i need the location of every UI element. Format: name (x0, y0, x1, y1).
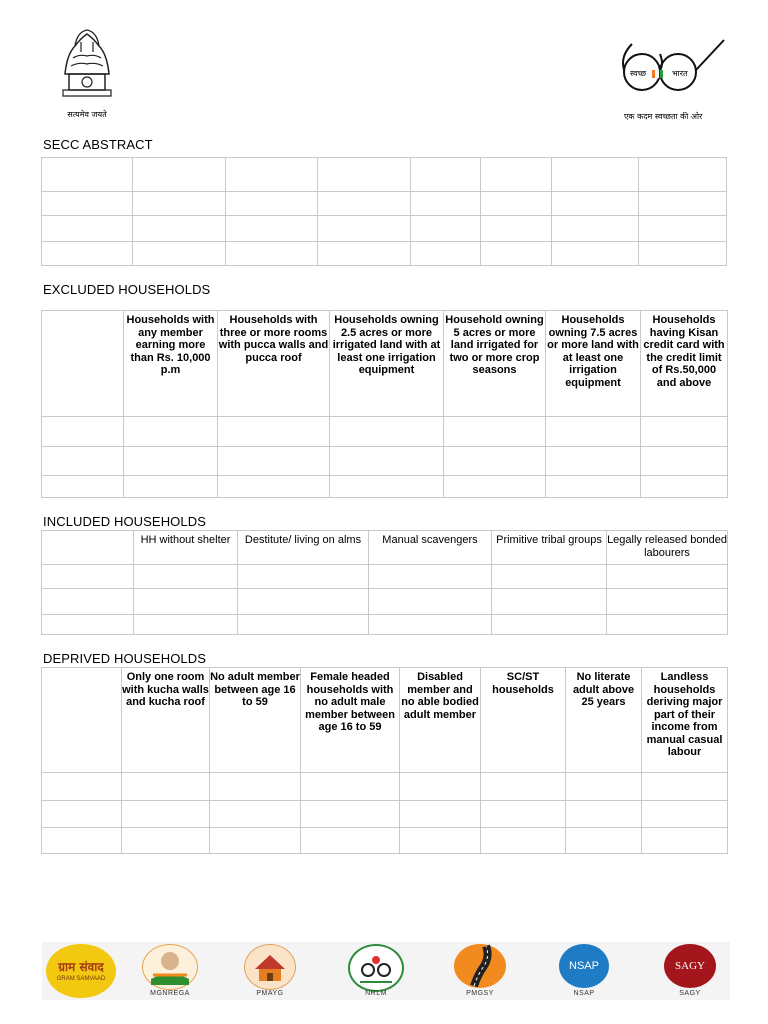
table-row (42, 192, 727, 216)
included-header-cell-0 (42, 531, 134, 565)
ashoka-emblem-icon (55, 24, 119, 104)
gram-samvaad-logo (42, 942, 120, 1000)
excluded-header-cell-5: Households owning 7.5 acres or more land with at least one irrigation equipment (546, 311, 641, 417)
deprived-header-cell-2: No adult member between age 16 to 59 (210, 668, 301, 773)
deprived-header-cell-0 (42, 668, 122, 773)
deprived-header-cell-1: Only one room with kucha walls and kucha roof (122, 668, 210, 773)
sagy-logo (648, 942, 732, 1000)
nsap-badge-text: NSAP (569, 960, 599, 972)
scheme-logos-strip (42, 942, 730, 1000)
swachh-tagline: एक कदम स्वच्छता की ओर (624, 112, 703, 121)
pmgsy-road-icon (454, 944, 506, 988)
included-households-table (41, 530, 728, 635)
sagy-badge-text: SAGY (675, 960, 705, 972)
excluded-header-cell-4: Household owning 5 acres or more land irrigated for two or more crop seasons (444, 311, 546, 417)
deprived-households-table (41, 667, 728, 854)
gram-samvaad-hindi-text: ग्राम संवाद (58, 960, 104, 974)
table-row (42, 417, 728, 447)
table-row (42, 615, 728, 635)
nsap-badge-icon (559, 944, 609, 988)
excluded-households-title: EXCLUDED HOUSEHOLDS (43, 282, 211, 297)
table-header-row (42, 531, 728, 565)
table-row (42, 476, 728, 498)
table-row (42, 828, 728, 854)
deprived-header-cell-7: Landless households deriving major part of their income from manual casual labour (642, 668, 728, 773)
included-header-cell-1: HH without shelter (134, 531, 238, 565)
pmayg-house-icon (244, 944, 296, 990)
included-header-cell-4: Primitive tribal groups (492, 531, 607, 565)
sagy-label: SAGY (679, 990, 701, 997)
deprived-header-cell-3: Female headed households with no adult male member between age 16 to 59 (301, 668, 400, 773)
nsap-logo (542, 942, 626, 1000)
swachh-bharat-logo (616, 34, 728, 124)
spectacles-icon (616, 34, 728, 106)
deprived-header-cell-4: Disabled member and no able bodied adult member (400, 668, 481, 773)
mgnrega-logo (128, 942, 212, 1000)
excluded-header-cell-3: Households owning 2.5 acres or more irrigated land with at least one irrigation equipment (330, 311, 444, 417)
table-row (42, 801, 728, 828)
included-header-cell-3: Manual scavengers (369, 531, 492, 565)
table-row (42, 242, 727, 266)
table-header-row (42, 668, 728, 773)
nsap-label: NSAP (573, 990, 595, 997)
table-row (42, 216, 727, 242)
gram-samvaad-english-text: GRAM SAMVAAD (56, 976, 106, 982)
table-header-row (42, 311, 728, 417)
emblem-motto: सत्यमेव जयते (67, 110, 107, 119)
excluded-header-cell-1: Households with any member earning more than Rs. 10,000 p.m (124, 311, 218, 417)
table-row (42, 565, 728, 589)
included-header-cell-5: Legally released bonded labourers (607, 531, 728, 565)
table-row (42, 773, 728, 801)
table-row (42, 158, 727, 192)
swachh-right-text: भारत (672, 69, 688, 78)
excluded-header-cell-0 (42, 311, 124, 417)
excluded-households-table (41, 310, 728, 498)
mgnrega-label: MGNREGA (150, 990, 190, 997)
pmgsy-logo (438, 942, 522, 1000)
deprived-header-cell-6: No literate adult above 25 years (566, 668, 642, 773)
pmayg-logo (228, 942, 312, 1000)
sagy-badge-icon (664, 944, 716, 988)
nrlm-logo (334, 942, 418, 1000)
pmayg-label: PMAYG (256, 990, 284, 997)
nrlm-emblem-icon (348, 944, 404, 992)
nrlm-label: NRLM (365, 990, 387, 997)
pmgsy-label: PMGSY (466, 990, 494, 997)
table-row (42, 447, 728, 476)
deprived-header-cell-5: SC/ST households (481, 668, 566, 773)
swachh-left-text: स्वच्छ (630, 69, 647, 78)
table-row (42, 589, 728, 615)
mgnrega-emblem-icon (142, 944, 198, 990)
included-header-cell-2: Destitute/ living on alms (238, 531, 369, 565)
excluded-header-cell-2: Households with three or more rooms with pucca walls and pucca roof (218, 311, 330, 417)
excluded-header-cell-6: Households having Kisan credit card with the credit limit of Rs.50,000 and above (641, 311, 728, 417)
included-households-title: INCLUDED HOUSEHOLDS (43, 514, 206, 529)
secc-abstract-title: SECC ABSTRACT (43, 137, 153, 152)
deprived-households-title: DEPRIVED HOUSEHOLDS (43, 651, 206, 666)
national-emblem-logo (55, 24, 119, 119)
secc-abstract-table (41, 157, 727, 266)
